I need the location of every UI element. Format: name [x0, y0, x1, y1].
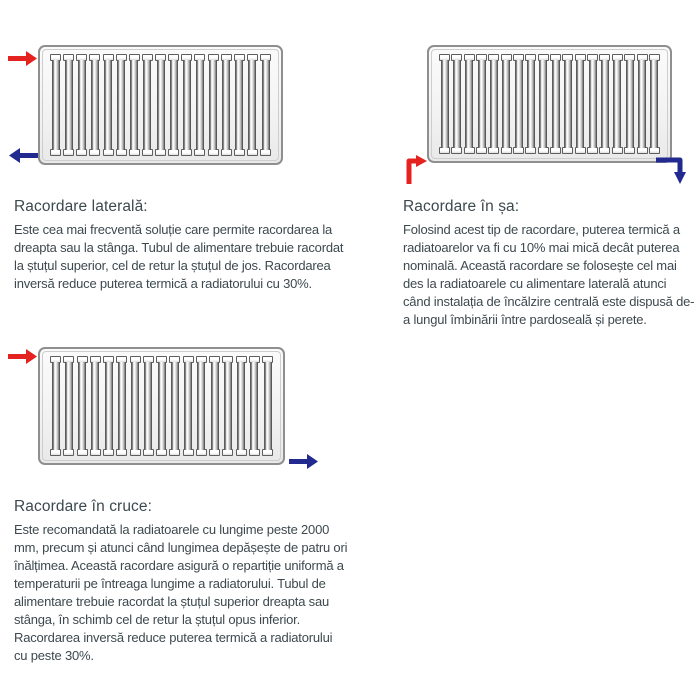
supply-flow-arrow-icon [8, 50, 38, 67]
radiator-fins [439, 54, 660, 154]
radiator-fin [50, 54, 61, 156]
radiator-fin [488, 54, 499, 154]
radiator-fin [464, 54, 475, 154]
radiator-fin [194, 54, 205, 156]
radiator-fin [76, 54, 87, 156]
radiator-fin [183, 356, 194, 456]
section-title: Racordare în șa: [403, 198, 520, 215]
radiator-fin [249, 356, 260, 456]
radiator-fin [143, 356, 154, 456]
radiator-fin [90, 356, 101, 456]
section-description: Este recomandată la radiatoarele cu lungime peste 2000 mm, precum și atunci când lungimea depășește de patru ori înălțimea. Această racordare asigură o repartiție uniformă a temperaturii pe întreaga lungime a radiatorului. Tubul de alimentare trebuie racordat la ștuțul superior dreapta sau stânga, în schimb cel de retur la ștuțul opus inferior. Racordarea inversă reduce puterea termică a radiatorului cu peste 30%. [14, 522, 348, 663]
radiator-illustration [427, 45, 672, 163]
radiator-fin [142, 54, 153, 156]
radiator-fin [262, 356, 273, 456]
radiator-fin [624, 54, 635, 154]
radiator-fin [155, 54, 166, 156]
radiator-fin [129, 54, 140, 156]
radiator-fin [156, 356, 167, 456]
radiator-fin [562, 54, 573, 154]
radiator-fin [612, 54, 623, 154]
radiator-fin [649, 54, 660, 154]
radiator-fin [451, 54, 462, 154]
radiator-fin [234, 54, 245, 156]
return-flow-arrow-icon [289, 453, 319, 470]
section-title: Racordare laterală: [14, 198, 148, 215]
radiator-fin [103, 54, 114, 156]
radiator-fin [501, 54, 512, 154]
radiator-fin [599, 54, 610, 154]
radiator-fin [260, 54, 271, 156]
radiator-fin [538, 54, 549, 154]
radiator-fin [116, 54, 127, 156]
radiator-illustration [38, 45, 283, 165]
radiator-fin [439, 54, 450, 154]
return-flow-arrow-icon [8, 147, 38, 164]
supply-flow-elbow-arrow-icon [402, 150, 428, 186]
radiator-fin [89, 54, 100, 156]
radiator-fin [77, 356, 88, 456]
return-flow-elbow-arrow-icon [656, 152, 688, 186]
section-description: Este cea mai frecventă soluție care permite racordarea la dreapta sau la stânga. Tubul de alimentare trebuie racordat la ștuțul superior, cel de retur la ștuțul de jos. Racordarea inversă reduce puterea termică a radiatorului cu 30%. [14, 222, 344, 291]
section-description: Folosind acest tip de racordare, puterea termică a radiatoarelor va fi cu 10% mai mică decât puterea nominală. Această racordare se folosește cel mai des la radiatoarele cu alimentare laterală atunci când instalația de încălzire centrală este dispusă de-a lungul îmbinării între pardoseală și perete. [403, 222, 695, 327]
radiator-fin [63, 54, 74, 156]
radiator-fin [476, 54, 487, 154]
radiator-fin [236, 356, 247, 456]
radiator-fin [550, 54, 561, 154]
radiator-fin [208, 54, 219, 156]
radiator-fins [50, 54, 271, 156]
radiator-fin [209, 356, 220, 456]
radiator-fin [63, 356, 74, 456]
radiator-fin [247, 54, 258, 156]
radiator-fin [50, 356, 61, 456]
radiator-fins [50, 356, 273, 456]
radiator-fin [525, 54, 536, 154]
radiator-fin [169, 356, 180, 456]
radiator-fin [575, 54, 586, 154]
radiator-fin [116, 356, 127, 456]
radiator-fin [130, 356, 141, 456]
section-title: Racordare în cruce: [14, 498, 153, 515]
radiator-fin [587, 54, 598, 154]
radiator-fin [513, 54, 524, 154]
radiator-fin [222, 356, 233, 456]
radiator-illustration [38, 347, 285, 465]
supply-flow-arrow-icon [8, 348, 38, 365]
radiator-fin [221, 54, 232, 156]
radiator-fin [181, 54, 192, 156]
radiator-fin [168, 54, 179, 156]
radiator-fin [637, 54, 648, 154]
radiator-fin [103, 356, 114, 456]
radiator-fin [196, 356, 207, 456]
